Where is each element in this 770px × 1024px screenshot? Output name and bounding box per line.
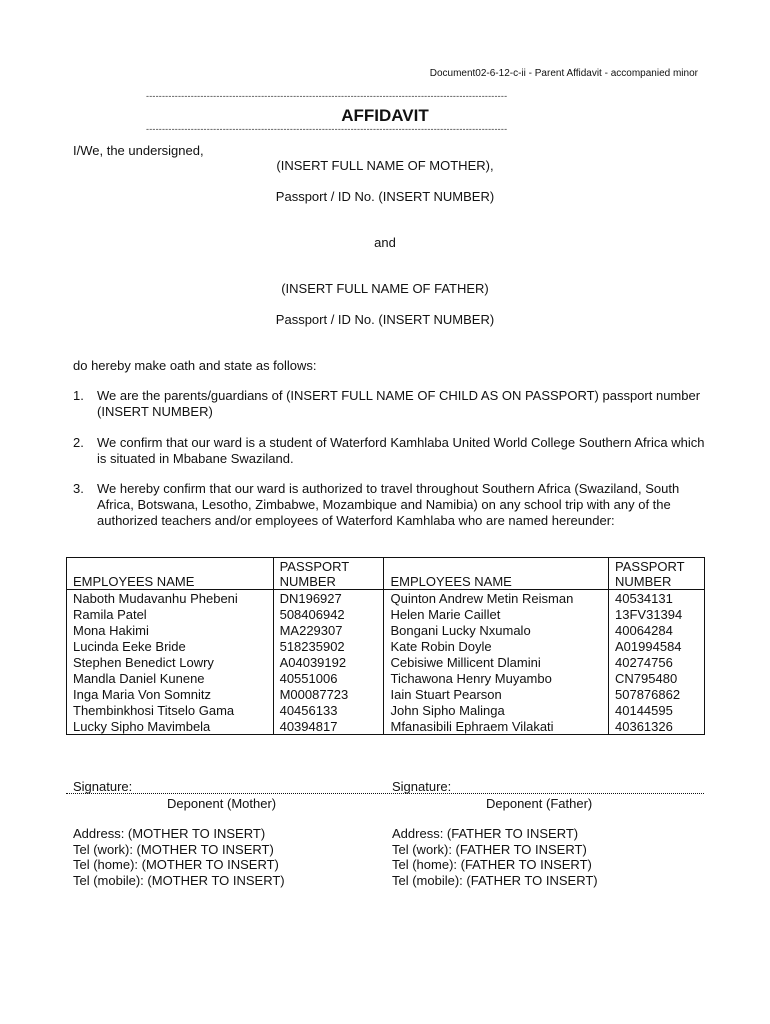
passport-number-cell: 508406942	[273, 606, 384, 622]
passport-number-cell: A04039192	[273, 654, 384, 670]
father-tel-home: Tel (home): (FATHER TO INSERT)	[392, 857, 592, 872]
employee-name-cell: Lucky Sipho Mavimbela	[67, 718, 274, 735]
mother-tel-mobile: Tel (mobile): (MOTHER TO INSERT)	[73, 872, 285, 888]
intro-text: I/We, the undersigned,	[73, 143, 204, 158]
item-text: We are the parents/guardians of (INSERT FULL NAME OF CHILD AS ON PASSPORT) passport number (INSERT NUMBER)	[97, 388, 701, 419]
passport-number-cell: 518235902	[273, 638, 384, 654]
employee-name-cell: Quinton Andrew Metin Reisman	[384, 590, 609, 607]
divider-bottom: -----------------------------------------------------------------------------------------------------------------	[146, 124, 508, 134]
passport-number-cell: 13FV31394	[609, 606, 705, 622]
employee-name-cell: Bongani Lucky Nxumalo	[384, 622, 609, 638]
passport-number-cell: 40551006	[273, 670, 384, 686]
father-tel-work: Tel (work): (FATHER TO INSERT)	[392, 841, 587, 857]
mother-contact-block	[73, 826, 285, 888]
employee-name-cell: Mandla Daniel Kunene	[67, 670, 274, 686]
employee-name-cell: Kate Robin Doyle	[384, 638, 609, 654]
table-row	[67, 654, 705, 670]
employee-name-cell: Naboth Mudavanhu Phebeni	[67, 590, 274, 607]
employee-name-cell: Lucinda Eeke Bride	[67, 638, 274, 654]
mother-tel-home: Tel (home): (MOTHER TO INSERT)	[73, 857, 279, 872]
mother-address: Address: (MOTHER TO INSERT)	[73, 826, 266, 841]
table-row	[67, 606, 705, 622]
table-row	[67, 702, 705, 718]
oath-statement: do hereby make oath and state as follows:	[73, 358, 317, 373]
father-passport-placeholder: Passport / ID No. (INSERT NUMBER)	[275, 312, 495, 327]
item-number: 3.	[73, 481, 84, 496]
employees-table	[66, 557, 705, 735]
column-header: PASSPORT NUMBER	[609, 558, 705, 590]
passport-number-cell: 40456133	[273, 702, 384, 718]
passport-number-cell: 40064284	[609, 622, 705, 638]
passport-number-cell: MA229307	[273, 622, 384, 638]
list-item	[73, 388, 713, 420]
item-number: 2.	[73, 435, 84, 450]
passport-number-cell: 40534131	[609, 590, 705, 607]
table-row	[67, 590, 705, 607]
list-item	[73, 481, 713, 529]
employee-name-cell: Ramila Patel	[67, 606, 274, 622]
mother-tel-work: Tel (work): (MOTHER TO INSERT)	[73, 841, 274, 857]
column-header: PASSPORT NUMBER	[273, 558, 384, 590]
employee-name-cell: Thembinkhosi Titselo Gama	[67, 702, 274, 718]
passport-number-cell: 40274756	[609, 654, 705, 670]
father-address: Address: (FATHER TO INSERT)	[392, 826, 579, 841]
passport-number-cell: M00087723	[273, 686, 384, 702]
item-text: We confirm that our ward is a student of Waterford Kamhlaba United World College Southern Africa which is situated in Mbabane Swaziland.	[97, 435, 705, 466]
father-tel-mobile: Tel (mobile): (FATHER TO INSERT)	[392, 872, 598, 888]
column-header: EMPLOYEES NAME	[384, 558, 609, 590]
divider-top: -----------------------------------------------------------------------------------------------------------------	[146, 91, 508, 101]
father-signature-label: Signature:	[392, 779, 452, 794]
page-title: AFFIDAVIT	[341, 106, 429, 125]
employee-name-cell: Helen Marie Caillet	[384, 606, 609, 622]
table-row	[67, 622, 705, 638]
employee-name-cell: Inga Maria Von Somnitz	[67, 686, 274, 702]
employee-name-cell: Iain Stuart Pearson	[384, 686, 609, 702]
passport-number-cell: DN196927	[273, 590, 384, 607]
passport-number-cell: 507876862	[609, 686, 705, 702]
item-number: 1.	[73, 388, 84, 403]
table-row	[67, 718, 705, 735]
table-header-row	[67, 558, 705, 590]
and-text: and	[374, 235, 396, 250]
passport-number-cell: CN795480	[609, 670, 705, 686]
column-header: EMPLOYEES NAME	[67, 558, 274, 590]
mother-passport-placeholder: Passport / ID No. (INSERT NUMBER)	[275, 189, 495, 204]
employee-name-cell: Mfanasibili Ephraem Vilakati	[384, 718, 609, 735]
list-item	[73, 435, 713, 467]
father-name-placeholder: (INSERT FULL NAME OF FATHER)	[281, 281, 489, 296]
table-body	[67, 590, 705, 735]
employee-name-cell: Mona Hakimi	[67, 622, 274, 638]
signature-line	[66, 793, 704, 794]
passport-number-cell: 40361326	[609, 718, 705, 735]
father-deponent-label: Deponent (Father)	[486, 796, 593, 811]
employee-name-cell: Tichawona Henry Muyambo	[384, 670, 609, 686]
employee-name-cell: Cebisiwe Millicent Dlamini	[384, 654, 609, 670]
employee-name-cell: John Sipho Malinga	[384, 702, 609, 718]
document-reference: Document02-6-12-c-ii - Parent Affidavit - accompanied minor	[429, 68, 698, 79]
item-text: We hereby confirm that our ward is authorized to travel throughout Southern Africa (Swaziland, South Africa, Botswana, Lesotho, Zimbabwe, Mozambique and Namibia) on any school trip with any of the authorized teachers and/or employees of Waterford Kamhlaba who are named hereunder:	[97, 481, 680, 528]
employee-name-cell: Stephen Benedict Lowry	[67, 654, 274, 670]
passport-number-cell: 40394817	[273, 718, 384, 735]
passport-number-cell: A01994584	[609, 638, 705, 654]
passport-number-cell: 40144595	[609, 702, 705, 718]
mother-signature-label: Signature:	[73, 779, 133, 794]
father-contact-block	[392, 826, 598, 888]
table-row	[67, 638, 705, 654]
table-row	[67, 670, 705, 686]
mother-deponent-label: Deponent (Mother)	[167, 796, 277, 811]
mother-name-placeholder: (INSERT FULL NAME OF MOTHER),	[276, 158, 494, 173]
table-row	[67, 686, 705, 702]
